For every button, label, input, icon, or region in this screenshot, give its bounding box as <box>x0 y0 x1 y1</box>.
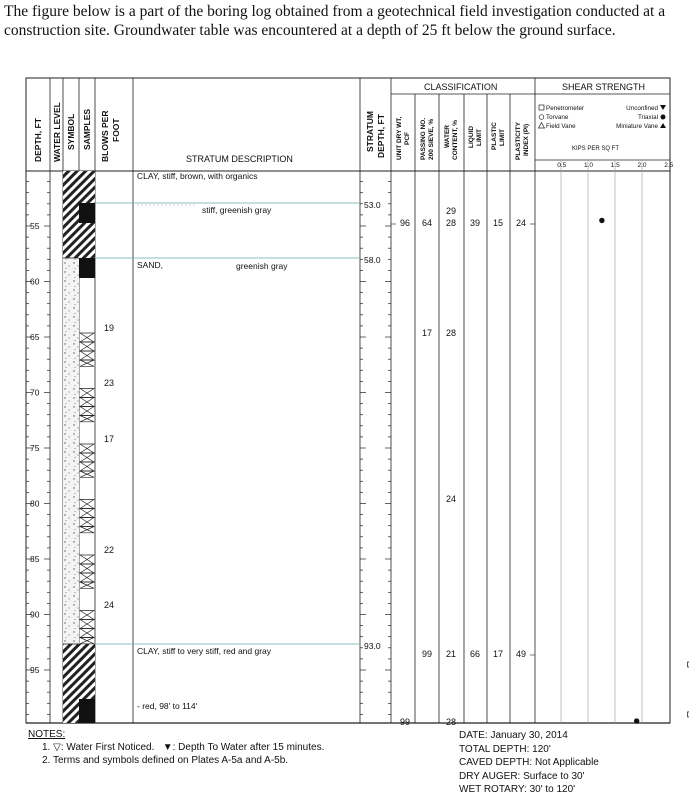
depth-label: 60 <box>30 276 40 287</box>
spt-sample-marker <box>80 582 94 588</box>
spt-sample-marker <box>80 360 94 366</box>
info-total-depth: TOTAL DEPTH: 120' <box>459 743 551 755</box>
header-classification: CLASSIFICATION <box>424 82 498 92</box>
lab-liquid-limit: 17 <box>492 649 504 659</box>
stratum-depth-58: 58.0 <box>364 255 381 265</box>
lab-unit-dry-wt: 99 <box>421 649 433 659</box>
blow-count: 19 <box>104 323 115 333</box>
blow-count: 23 <box>104 378 115 388</box>
lab-passing: 64 <box>421 218 433 228</box>
blow-count: 22 <box>104 545 115 555</box>
blow-count: 17 <box>104 434 115 444</box>
miniature-vane-legend-icon <box>660 123 666 128</box>
stratum-sand: SAND, <box>137 260 163 270</box>
depth-label: 80 <box>30 498 40 509</box>
lab-plastic-limit: 49 <box>515 649 527 659</box>
header-liquid-1: LIQUID <box>468 125 475 148</box>
depth-label: 90 <box>30 609 40 620</box>
spt-sample-marker <box>80 620 94 629</box>
info-wet-rotary: WET ROTARY: 30' to 120' <box>459 784 576 795</box>
spt-sample-marker <box>80 398 94 407</box>
lab-water-content: 66 <box>469 649 481 659</box>
header-pi-2: INDEX (PI) <box>523 123 530 156</box>
scale-tick-label: 2.0 <box>637 162 647 169</box>
header-depth: DEPTH, FT <box>33 118 43 162</box>
scale-tick-label: 0.5 <box>557 162 567 169</box>
header-stratum-2: DEPTH, FT <box>376 114 386 158</box>
legend-torvane: Torvane <box>546 114 569 121</box>
triaxial-legend-icon <box>661 115 666 120</box>
log-frame <box>26 78 670 723</box>
water-first-icon: ▽ <box>53 742 61 753</box>
header-stratum-description: STRATUM DESCRIPTION <box>186 154 293 164</box>
blow-count: 24 <box>104 600 115 610</box>
notes-line-2: 2. Terms and symbols defined on Plates A-5a and A-5b. <box>42 755 289 766</box>
water-depth-icon: ▼ <box>162 742 173 753</box>
legend-penetrometer: Penetrometer <box>546 105 585 112</box>
header-pi-1: PLASTICITY <box>515 122 522 160</box>
unconfined-legend-icon <box>660 105 666 110</box>
depth-label: 65 <box>30 332 40 342</box>
stratum-clay-red-detail: - red, 98' to 114' <box>137 701 198 711</box>
note-number-1: 1. <box>42 742 51 753</box>
legend-field-vane: Field Vane <box>546 123 576 130</box>
lab-passing: 21 <box>445 649 457 659</box>
legend-miniature-vane: Miniature Vane <box>616 123 658 130</box>
lab-water-content: 28 <box>445 717 457 727</box>
sample-shelby-5 <box>79 644 95 699</box>
header-water-content-2: CONTENT, % <box>452 119 459 160</box>
penetrometer-legend-icon <box>539 105 544 110</box>
spt-sample-marker <box>80 500 94 509</box>
sample-shelby-3 <box>79 223 95 258</box>
stratum-clay-brown: CLAY, stiff, brown, with organics <box>137 171 258 181</box>
lab-plasticity-index: 24 <box>515 218 527 228</box>
header-shear-strength: SHEAR STRENGTH <box>562 82 646 92</box>
stratum-depth-53: 53.0 <box>364 200 381 210</box>
header-stratum-1: STRATUM <box>365 111 375 152</box>
spt-sample-marker <box>80 462 94 471</box>
clay-symbol-lower <box>63 644 79 723</box>
spt-sample-marker <box>80 471 94 477</box>
header-unit-dry-wt-2: PCF <box>404 132 411 145</box>
stratum-depth-93: 93.0 <box>364 641 381 651</box>
legend-kips: KIPS PER SQ FT <box>572 146 620 152</box>
field-vane-legend-icon <box>539 123 545 129</box>
depth-label: 70 <box>30 387 40 398</box>
scale-tick-label: 1.5 <box>610 162 620 169</box>
sample-shelby-2 <box>79 203 95 223</box>
legend-unconfined: Unconfined <box>626 105 658 112</box>
spt-sample-marker <box>80 573 94 582</box>
header-blows-2: FOOT <box>111 118 121 142</box>
lab-water-content-upper: 17 <box>421 328 433 338</box>
stratum-clay-greenish: stiff, greenish gray <box>202 205 272 215</box>
lab-unit-dry-wt: 96 <box>399 218 411 228</box>
spt-sample-marker <box>80 518 94 527</box>
spt-sample-marker <box>80 564 94 573</box>
scale-tick-label: 2.5 <box>664 162 674 169</box>
info-dry-auger: DRY AUGER: Surface to 30' <box>459 770 585 782</box>
spt-sample-marker <box>80 444 94 453</box>
spt-sample-marker <box>80 555 94 564</box>
header-passing-2: 200 SIEVE, % <box>428 118 435 160</box>
spt-sample-marker <box>80 416 94 422</box>
boring-info <box>459 729 599 797</box>
spt-sample-marker <box>80 389 94 398</box>
stratum-clay-red: CLAY, stiff to very stiff, red and gray <box>137 646 272 656</box>
spt-sample-marker <box>80 611 94 620</box>
lab-plastic-limit: 15 <box>492 218 504 228</box>
lab-unit-dry-wt: 99 <box>399 717 411 727</box>
info-date: DATE: January 30, 2014 <box>459 730 568 741</box>
header-plastic-2: LIMIT <box>499 129 506 146</box>
notes-line-1 <box>28 741 324 754</box>
header-samples: SAMPLES <box>82 108 92 150</box>
note-water-depth: : Depth To Water after 15 minutes. <box>172 742 325 753</box>
header-passing-1: PASSING NO. <box>420 117 427 160</box>
lab-liquid-limit: 39 <box>469 218 481 228</box>
sample-shelby-4 <box>79 258 95 278</box>
depth-label: 85 <box>30 554 40 564</box>
notes-block <box>28 728 324 767</box>
depth-label: 95 <box>30 665 40 675</box>
depth-label: 75 <box>30 443 40 453</box>
scale-tick-label: 1.0 <box>583 162 594 169</box>
intro-paragraph: The figure below is a part of the boring log obtained from a geotechnical field investigation conducted at a construction site. Groundwater table was encountered at a depth of 25 ft below the ground surface. <box>4 3 666 39</box>
header-liquid-2: LIMIT <box>476 129 483 146</box>
header-plastic-1: PLASTIC <box>491 122 498 150</box>
lab-water-content: 28 <box>445 218 457 228</box>
spt-sample-marker <box>80 342 94 351</box>
header-unit-dry-wt-1: UNIT DRY WT, <box>396 116 403 160</box>
sand-symbol <box>63 258 79 644</box>
header-water-level: WATER LEVEL <box>52 102 62 162</box>
spt-sample-marker <box>80 638 94 644</box>
spt-sample-marker <box>80 629 94 638</box>
note-water-first: : Water First Noticed. <box>60 742 155 753</box>
header-water-content-1: WATER <box>444 125 451 148</box>
header-symbol: SYMBOL <box>66 113 76 150</box>
torvane-legend-icon <box>539 115 544 120</box>
sample-shelby-1 <box>79 171 95 203</box>
legend-triaxial: Triaxial <box>637 114 658 121</box>
shear-strength-point <box>634 718 639 723</box>
spt-sample-marker <box>80 527 94 533</box>
spt-sample-marker <box>80 453 94 462</box>
lab-water-content: 28 <box>445 328 457 338</box>
info-caved-depth: CAVED DEPTH: Not Applicable <box>459 757 599 768</box>
stratum-sand-greenish: greenish gray <box>236 261 288 271</box>
spt-sample-marker <box>80 509 94 518</box>
spt-sample-marker <box>80 351 94 360</box>
spt-sample-marker <box>80 407 94 416</box>
clay-symbol-upper <box>63 171 79 258</box>
spt-sample-marker <box>80 333 94 342</box>
notes-title: NOTES: <box>28 729 66 740</box>
lab-water-content: 24 <box>445 494 457 504</box>
shear-strength-point <box>599 218 604 223</box>
depth-label: 55 <box>30 221 40 231</box>
header-blows-1: BLOWS PER <box>100 110 110 162</box>
lab-water-content-upper: 29 <box>445 206 457 216</box>
sample-shelby-6 <box>79 699 95 723</box>
